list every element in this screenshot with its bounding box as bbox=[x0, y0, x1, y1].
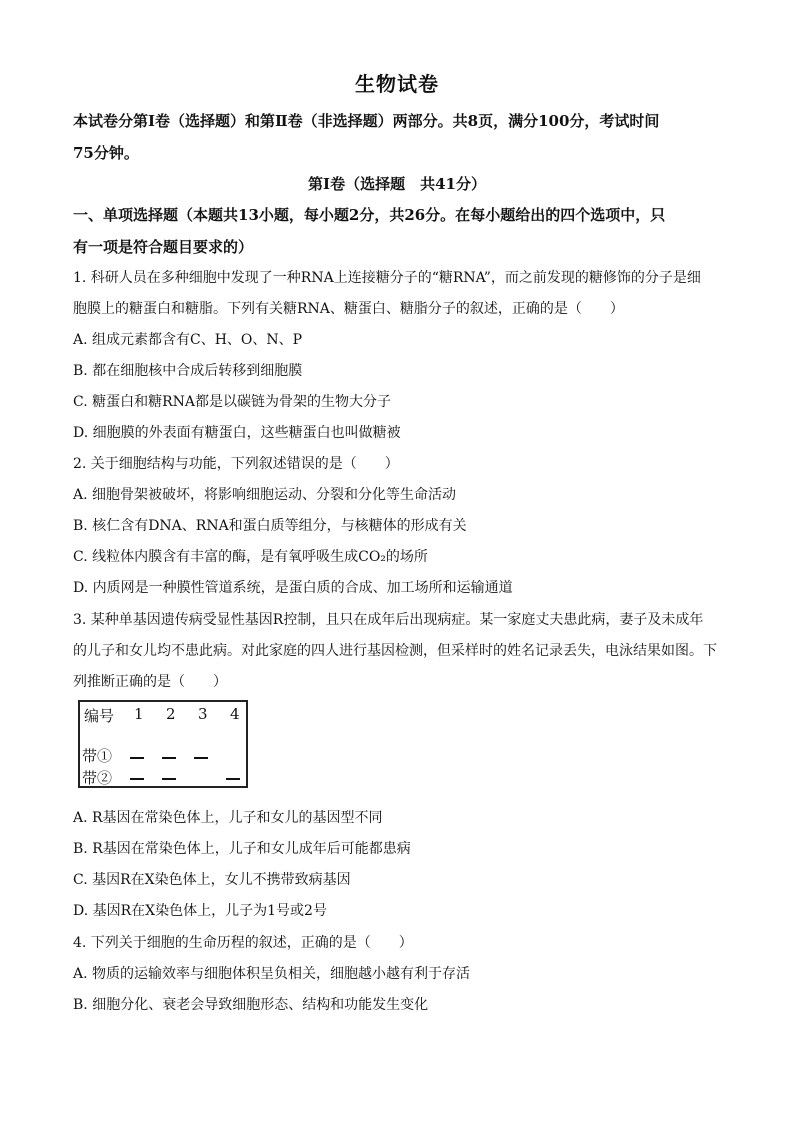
q2-option-a: A. 细胞骨架被破坏，将影响细胞运动、分裂和分化等生命活动 bbox=[73, 487, 457, 503]
q1-option-b: B. 都在细胞核中合成后转移到细胞膜 bbox=[73, 363, 303, 379]
q1-option-a: A. 组成元素都含有C、H、O、N、P bbox=[73, 332, 303, 348]
q2-option-b: B. 核仁含有DNA、RNA和蛋白质等组分，与核糖体的形成有关 bbox=[73, 518, 467, 534]
lane-label-3: 3 bbox=[198, 705, 208, 723]
q4-option-a: A. 物质的运输效率与细胞体积呈负相关，细胞越小越有利于存活 bbox=[73, 966, 471, 982]
band-label-2: 带② bbox=[82, 769, 113, 787]
page-title: 生物试卷 bbox=[355, 72, 439, 96]
band-2-lane-1 bbox=[130, 778, 144, 780]
band-2-lane-4 bbox=[226, 778, 240, 780]
q1-option-d: D. 细胞膜的外表面有糖蛋白，这些糖蛋白也叫做糖被 bbox=[73, 425, 401, 441]
q3-stem-line-3: 列推断正确的是（ ） bbox=[73, 674, 227, 690]
band-2-lane-2 bbox=[162, 778, 176, 780]
part-heading-line-2: 有一项是符合题目要求的） bbox=[73, 238, 254, 256]
q3-stem-line-1: 3. 某种单基因遗传病受显性基因R控制，且只在成年后出现病症。某一家庭丈夫患此病，妻子及未成年 bbox=[73, 612, 704, 628]
q1-stem-line-2: 胞膜上的糖蛋白和糖脂。下列有关糖RNA、糖蛋白、糖脂分子的叙述，正确的是（ ） bbox=[73, 301, 624, 317]
electrophoresis-figure bbox=[78, 700, 248, 788]
figure-header-label: 编号 bbox=[84, 707, 115, 725]
band-1-lane-1 bbox=[130, 757, 144, 759]
q2-stem: 2. 关于细胞结构与功能，下列叙述错误的是（ ） bbox=[73, 456, 399, 472]
part-heading-line-1: 一、单项选择题（本题共13小题，每小题2分，共26分。在每小题给出的四个选项中，只 bbox=[73, 206, 666, 224]
q2-option-c: C. 线粒体内膜含有丰富的酶，是有氧呼吸生成CO₂的场所 bbox=[73, 549, 428, 565]
q3-option-d: D. 基因R在X染色体上，儿子为1号或2号 bbox=[73, 903, 327, 919]
band-label-1: 带① bbox=[82, 747, 113, 765]
band-1-lane-2 bbox=[162, 757, 176, 759]
q3-option-a: A. R基因在常染色体上，儿子和女儿的基因型不同 bbox=[73, 810, 383, 826]
q3-option-c: C. 基因R在X染色体上，女儿不携带致病基因 bbox=[73, 872, 351, 888]
intro-line-1: 本试卷分第Ⅰ卷（选择题）和第Ⅱ卷（非选择题）两部分。共8页，满分100分，考试时间 bbox=[73, 112, 660, 130]
lane-label-2: 2 bbox=[166, 705, 176, 723]
section-title: 第Ⅰ卷（选择题 共41分） bbox=[308, 175, 486, 193]
q1-option-c: C. 糖蛋白和糖RNA都是以碳链为骨架的生物大分子 bbox=[73, 394, 392, 410]
q4-stem: 4. 下列关于细胞的生命历程的叙述，正确的是（ ） bbox=[73, 935, 413, 951]
band-1-lane-3 bbox=[194, 757, 208, 759]
q1-stem-line-1: 1. 科研人员在多种细胞中发现了一种RNA上连接糖分子的“糖RNA”，而之前发现的糖修饰的分子是细 bbox=[73, 270, 701, 286]
q4-option-b: B. 细胞分化、衰老会导致细胞形态、结构和功能发生变化 bbox=[73, 997, 429, 1013]
q3-stem-line-2: 的儿子和女儿均不患此病。对此家庭的四人进行基因检测，但采样时的姓名记录丢失，电泳结果如图。下 bbox=[73, 643, 717, 659]
q2-option-d: D. 内质网是一种膜性管道系统，是蛋白质的合成、加工场所和运输通道 bbox=[73, 580, 513, 596]
q3-option-b: B. R基因在常染色体上，儿子和女儿成年后可能都患病 bbox=[73, 841, 411, 857]
lane-label-1: 1 bbox=[134, 705, 144, 723]
lane-label-4: 4 bbox=[230, 705, 240, 723]
intro-line-2: 75分钟。 bbox=[73, 144, 139, 162]
